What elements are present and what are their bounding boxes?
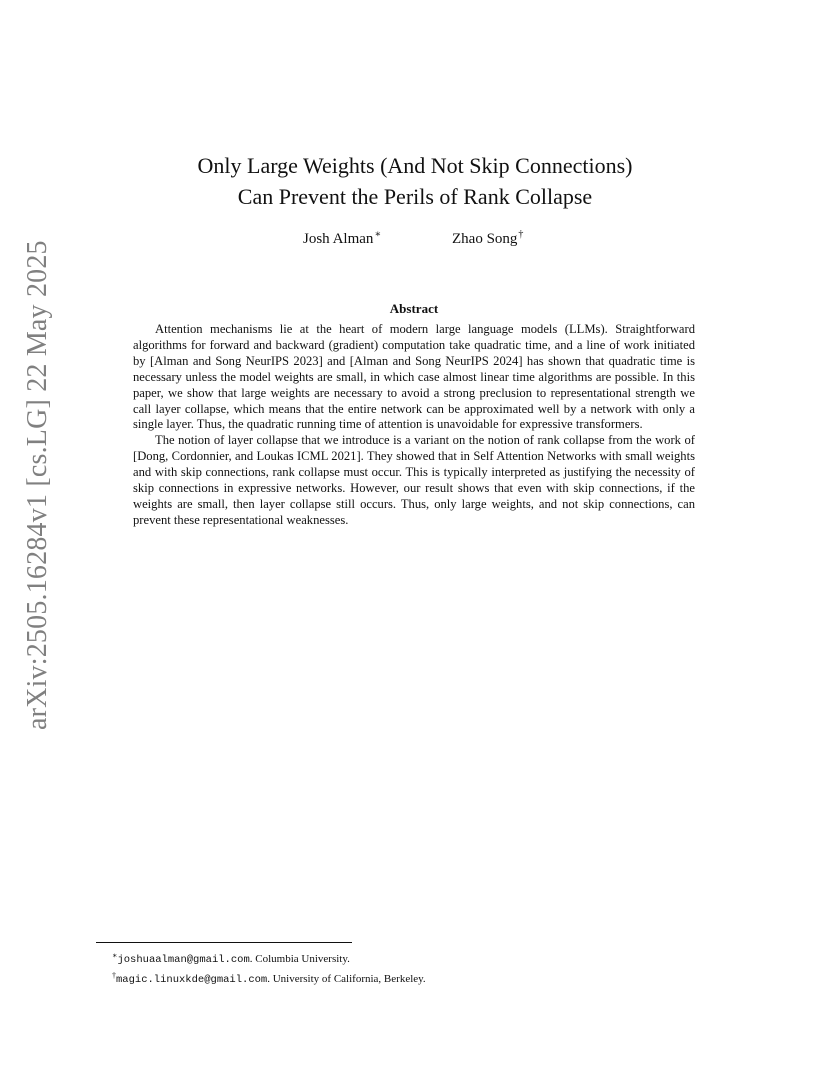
author-list — [0, 229, 828, 253]
footnote-mark: † — [112, 971, 116, 980]
paper-title — [120, 150, 710, 212]
abstract-body — [133, 322, 695, 529]
footnote-divider — [96, 942, 352, 943]
footnote-email[interactable]: joshuaalman@gmail.com — [117, 954, 250, 966]
footnote-2 — [112, 968, 712, 988]
author-name: Josh Alman — [303, 231, 374, 247]
title-line-1: Only Large Weights (And Not Skip Connections) — [197, 153, 633, 178]
footnote-affiliation: . Columbia University. — [249, 953, 350, 965]
footnotes — [112, 948, 712, 988]
author-josh-alman — [303, 229, 381, 248]
footnote-email[interactable]: magic.linuxkde@gmail.com — [116, 974, 268, 986]
abstract-heading: Abstract — [389, 301, 439, 316]
author-footnote-mark: ∗ — [374, 229, 382, 240]
footnote-1 — [112, 948, 712, 968]
arxiv-identifier-stamp: arXiv:2505.16284v1 [cs.LG] 22 May 2025 — [22, 240, 53, 730]
footnote-affiliation: . University of California, Berkeley. — [267, 973, 426, 985]
abstract-paragraph-2: The notion of layer collapse that we introduce is a variant on the notion of rank collapse from the work of [Dong, Cordonnier, and Loukas ICML 2021]. They showed that in Self Attention Networks with small weights and with skip connections, rank collapse must occur. This is typically interpreted as justifying the necessity of skip connections in expressive networks. However, our result shows that even with skip connections, if the weights are small, then layer collapse still occurs. Thus, only large weights, and not skip connections, can prevent these representational weaknesses. — [133, 433, 695, 527]
abstract-paragraph-1: Attention mechanisms lie at the heart of modern large language models (LLMs). Straightforward algorithms for forward and backward (gradient) computation take quadratic time, and a line of work initiated by [Alman and Song NeurIPS 2023] and [Alman and Song NeurIPS 2024] has shown that quadratic time is necessary unless the model weights are small, in which case almost linear time algorithms are possible. In this paper, we show that large weights are necessary to avoid a strong preclusion to representational strength we call layer collapse, which means that the entire network can be approximated well by a network with only a single layer. Thus, the quadratic running time of attention is unavoidable for expressive transformers. — [133, 322, 695, 432]
author-zhao-song — [452, 229, 523, 248]
footnote-mark: ∗ — [112, 951, 118, 960]
title-line-2: Can Prevent the Perils of Rank Collapse — [237, 184, 593, 209]
author-footnote-mark: † — [518, 229, 524, 240]
author-name: Zhao Song — [452, 231, 518, 247]
